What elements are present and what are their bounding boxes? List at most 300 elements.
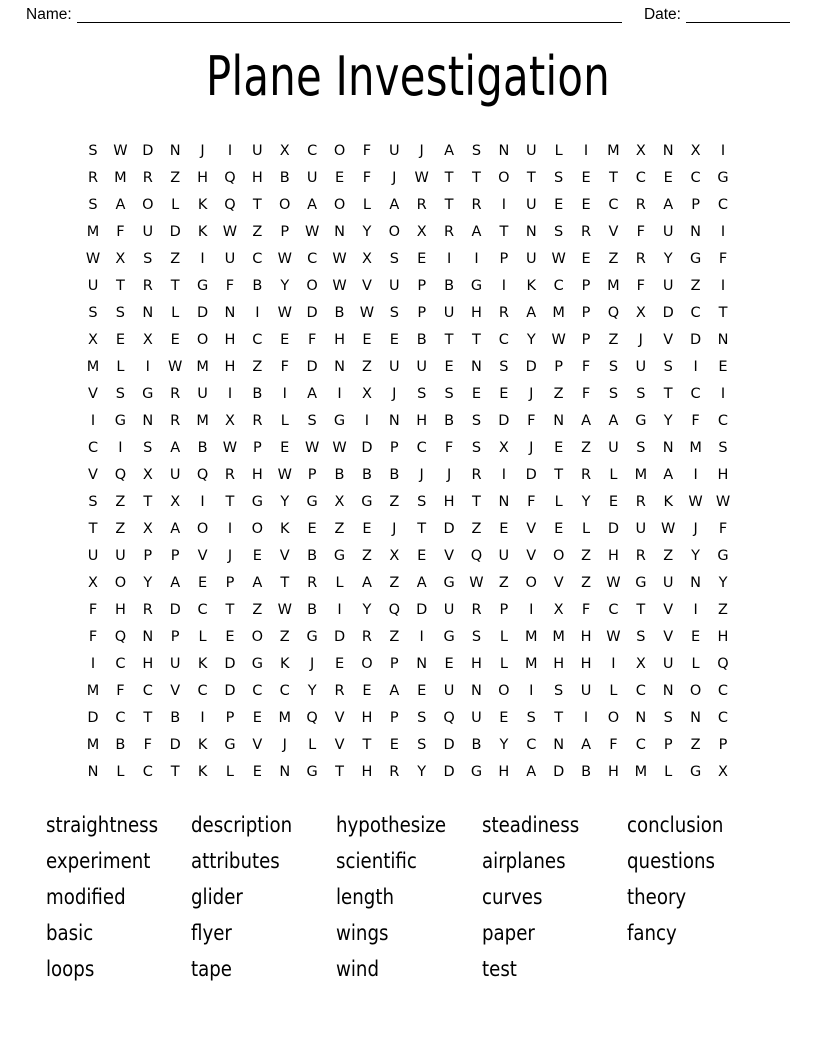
grid-letter[interactable]: I (419, 629, 424, 645)
word-list-item[interactable]: experiment (46, 849, 151, 874)
grid-letter[interactable]: D (416, 602, 428, 618)
word-list-item[interactable]: wind (336, 957, 380, 982)
grid-letter[interactable]: E (252, 764, 262, 780)
grid-letter[interactable]: V (88, 386, 98, 402)
grid-letter[interactable]: U (662, 278, 674, 294)
grid-letter[interactable]: O (114, 575, 127, 591)
grid-letter[interactable]: X (553, 602, 564, 618)
grid-letter[interactable]: W (277, 467, 292, 483)
grid-letter[interactable]: P (499, 251, 509, 267)
grid-letter[interactable]: G (361, 494, 373, 510)
grid-letter[interactable]: E (417, 548, 427, 564)
grid-letter[interactable]: Z (389, 629, 400, 645)
grid-letter[interactable]: F (362, 143, 372, 159)
grid-letter[interactable]: M (634, 467, 648, 483)
grid-letter[interactable]: D (224, 656, 236, 672)
grid-letter[interactable]: T (115, 278, 125, 294)
grid-letter[interactable]: S (608, 386, 619, 402)
grid-letter[interactable]: F (691, 413, 700, 429)
word-list-item[interactable]: steadiness (481, 813, 579, 838)
grid-letter[interactable]: G (689, 251, 702, 267)
grid-letter[interactable]: P (170, 548, 180, 564)
grid-letter[interactable]: E (389, 737, 399, 753)
grid-letter[interactable]: L (664, 764, 673, 780)
grid-letter[interactable]: I (255, 305, 260, 321)
grid-letter[interactable]: L (171, 305, 180, 321)
grid-letter[interactable]: R (170, 413, 181, 429)
grid-letter[interactable]: Z (279, 629, 290, 645)
grid-letter[interactable]: E (334, 170, 345, 186)
word-list-item[interactable]: loops (46, 957, 95, 982)
grid-letter[interactable]: O (333, 197, 346, 213)
grid-letter[interactable]: X (690, 143, 701, 159)
grid-letter[interactable]: L (280, 413, 289, 429)
grid-letter[interactable]: R (142, 602, 153, 618)
grid-letter[interactable]: A (307, 197, 318, 213)
grid-letter[interactable]: G (635, 575, 647, 591)
grid-letter[interactable]: J (419, 467, 424, 483)
grid-letter[interactable]: W (606, 629, 621, 645)
grid-letter[interactable]: N (662, 440, 674, 456)
grid-letter[interactable]: G (306, 629, 318, 645)
grid-letter[interactable]: Q (470, 548, 483, 564)
grid-letter[interactable]: O (388, 224, 401, 240)
grid-letter[interactable]: J (693, 521, 698, 537)
grid-letter[interactable]: R (635, 251, 646, 267)
grid-letter[interactable]: Q (306, 710, 318, 726)
grid-letter[interactable]: L (335, 575, 344, 591)
grid-letter[interactable]: B (444, 278, 455, 294)
grid-letter[interactable]: R (142, 278, 153, 294)
grid-letter[interactable]: F (116, 224, 125, 240)
grid-letter[interactable]: T (472, 170, 481, 186)
word-list-item[interactable]: modified (46, 885, 126, 910)
grid-letter[interactable]: C (690, 386, 701, 402)
grid-letter[interactable]: W (359, 305, 375, 321)
grid-letter[interactable]: X (224, 413, 235, 429)
grid-letter[interactable]: G (306, 764, 318, 780)
grid-letter[interactable]: U (525, 251, 537, 267)
grid-letter[interactable]: C (635, 170, 646, 186)
grid-letter[interactable]: W (715, 494, 731, 510)
grid-letter[interactable]: V (526, 548, 537, 564)
grid-letter[interactable]: U (388, 359, 400, 375)
grid-letter[interactable]: Y (663, 251, 673, 267)
grid-letter[interactable]: D (361, 440, 373, 456)
grid-letter[interactable]: R (142, 170, 153, 186)
grid-letter[interactable]: E (417, 683, 427, 699)
grid-letter[interactable]: S (444, 386, 454, 402)
grid-letter[interactable]: U (662, 656, 674, 672)
grid-letter[interactable]: N (498, 494, 510, 510)
grid-letter[interactable]: H (224, 332, 236, 348)
grid-letter[interactable]: G (470, 278, 483, 294)
grid-letter[interactable]: F (527, 413, 536, 429)
grid-letter[interactable]: A (170, 521, 181, 537)
grid-letter[interactable]: K (197, 764, 208, 780)
word-list-item[interactable]: airplanes (481, 849, 566, 874)
grid-letter[interactable]: O (498, 170, 510, 186)
grid-letter[interactable]: R (471, 197, 482, 213)
grid-letter[interactable]: M (525, 629, 538, 645)
grid-letter[interactable]: U (525, 143, 537, 159)
grid-letter[interactable]: E (554, 440, 564, 456)
grid-letter[interactable]: F (718, 251, 728, 267)
grid-letter[interactable]: I (529, 602, 534, 618)
grid-letter[interactable]: G (251, 656, 263, 672)
grid-letter[interactable]: V (252, 737, 263, 753)
grid-letter[interactable]: V (663, 332, 674, 348)
grid-letter[interactable]: Y (499, 737, 509, 753)
grid-letter[interactable]: U (306, 170, 318, 186)
grid-letter[interactable]: B (115, 737, 126, 753)
grid-letter[interactable]: Q (224, 197, 236, 213)
grid-letter[interactable]: U (443, 602, 455, 618)
grid-letter[interactable]: F (225, 278, 235, 294)
grid-letter[interactable]: G (224, 737, 236, 753)
grid-letter[interactable]: I (227, 143, 233, 159)
grid-letter[interactable]: B (197, 440, 208, 456)
grid-letter[interactable]: P (663, 737, 673, 753)
grid-letter[interactable]: O (196, 332, 209, 348)
grid-letter[interactable]: Y (417, 764, 427, 780)
grid-letter[interactable]: L (308, 737, 317, 753)
grid-letter[interactable]: C (115, 710, 126, 726)
grid-letter[interactable]: E (362, 521, 372, 537)
grid-letter[interactable]: C (608, 602, 619, 618)
grid-letter[interactable]: K (197, 737, 208, 753)
grid-letter[interactable]: O (333, 143, 346, 159)
word-list-item[interactable]: fancy (626, 921, 677, 946)
grid-letter[interactable]: S (417, 494, 427, 510)
grid-letter[interactable]: N (690, 710, 702, 726)
grid-letter[interactable]: P (499, 602, 509, 618)
grid-letter[interactable]: U (252, 143, 263, 159)
grid-letter[interactable]: C (526, 737, 537, 753)
grid-letter[interactable]: I (720, 224, 726, 240)
grid-letter[interactable]: O (251, 521, 264, 537)
grid-letter[interactable]: P (581, 305, 591, 321)
grid-letter[interactable]: X (635, 143, 646, 159)
word-list-item[interactable]: flyer (191, 921, 233, 946)
grid-letter[interactable]: H (334, 332, 345, 348)
grid-letter[interactable]: K (663, 494, 673, 510)
grid-letter[interactable]: V (88, 467, 98, 483)
grid-letter[interactable]: T (472, 494, 481, 510)
grid-letter[interactable]: C (553, 278, 564, 294)
grid-letter[interactable]: V (553, 575, 564, 591)
grid-letter[interactable]: G (443, 575, 455, 591)
grid-letter[interactable]: X (88, 332, 98, 348)
grid-letter[interactable]: H (471, 305, 482, 321)
grid-letter[interactable]: C (498, 332, 509, 348)
grid-letter[interactable]: S (417, 710, 427, 726)
grid-letter[interactable]: X (279, 143, 290, 159)
grid-letter[interactable]: E (663, 170, 673, 186)
grid-letter[interactable]: G (333, 413, 346, 429)
grid-letter[interactable]: A (663, 467, 674, 483)
grid-letter[interactable]: N (142, 413, 154, 429)
grid-letter[interactable]: S (526, 710, 536, 726)
grid-letter[interactable]: C (416, 440, 427, 456)
grid-letter[interactable]: G (689, 764, 702, 780)
grid-letter[interactable]: S (718, 440, 728, 456)
grid-letter[interactable]: T (225, 494, 235, 510)
grid-letter[interactable]: Z (608, 332, 619, 348)
grid-letter[interactable]: Y (691, 548, 701, 564)
grid-letter[interactable]: M (634, 764, 648, 780)
grid-letter[interactable]: A (526, 764, 537, 780)
grid-letter[interactable]: Y (526, 332, 536, 348)
grid-letter[interactable]: V (608, 224, 619, 240)
grid-letter[interactable]: N (471, 359, 482, 375)
grid-letter[interactable]: U (416, 359, 427, 375)
grid-letter[interactable]: Z (608, 251, 619, 267)
grid-letter[interactable]: P (389, 656, 399, 672)
grid-letter[interactable]: E (389, 332, 399, 348)
grid-letter[interactable]: T (554, 467, 564, 483)
grid-letter[interactable]: D (443, 521, 455, 537)
grid-letter[interactable]: J (638, 332, 643, 348)
grid-letter[interactable]: P (389, 710, 399, 726)
word-list-item[interactable]: attributes (191, 849, 280, 874)
grid-letter[interactable]: U (662, 575, 674, 591)
grid-letter[interactable]: R (87, 170, 99, 186)
grid-letter[interactable]: S (389, 251, 399, 267)
grid-letter[interactable]: E (581, 197, 591, 213)
grid-letter[interactable]: W (469, 575, 484, 591)
date-input-line[interactable] (686, 8, 790, 23)
grid-letter[interactable]: Q (114, 467, 127, 483)
grid-letter[interactable]: J (392, 170, 397, 186)
grid-letter[interactable]: H (251, 467, 263, 483)
grid-letter[interactable]: G (717, 170, 729, 186)
grid-letter[interactable]: B (334, 305, 345, 321)
grid-letter[interactable]: A (608, 413, 619, 429)
grid-letter[interactable]: W (168, 359, 183, 375)
grid-letter[interactable]: S (554, 224, 564, 240)
grid-letter[interactable]: Y (143, 575, 153, 591)
grid-letter[interactable]: O (279, 197, 291, 213)
grid-letter[interactable]: X (142, 467, 153, 483)
grid-letter[interactable]: Z (252, 224, 263, 240)
grid-letter[interactable]: N (416, 656, 428, 672)
grid-letter[interactable]: K (197, 197, 208, 213)
grid-letter[interactable]: A (526, 305, 537, 321)
grid-letter[interactable]: I (720, 386, 726, 402)
grid-letter[interactable]: J (529, 386, 534, 402)
grid-letter[interactable]: X (334, 494, 345, 510)
grid-letter[interactable]: S (88, 305, 98, 321)
grid-letter[interactable]: X (142, 521, 153, 537)
grid-letter[interactable]: G (333, 548, 346, 564)
grid-letter[interactable]: T (143, 710, 153, 726)
grid-letter[interactable]: T (143, 494, 153, 510)
grid-letter[interactable]: Y (362, 602, 372, 618)
grid-letter[interactable]: X (142, 332, 153, 348)
grid-letter[interactable]: F (362, 170, 372, 186)
grid-letter[interactable]: A (307, 386, 318, 402)
grid-letter[interactable]: X (635, 305, 646, 321)
grid-letter[interactable]: S (554, 170, 564, 186)
grid-letter[interactable]: D (443, 764, 455, 780)
grid-letter[interactable]: J (529, 440, 534, 456)
grid-letter[interactable]: P (143, 548, 153, 564)
grid-letter[interactable]: M (689, 440, 702, 456)
grid-letter[interactable]: G (306, 494, 318, 510)
grid-letter[interactable]: I (474, 251, 479, 267)
grid-letter[interactable]: Z (581, 440, 591, 456)
grid-letter[interactable]: N (142, 305, 154, 321)
grid-letter[interactable]: S (663, 359, 673, 375)
grid-letter[interactable]: E (170, 332, 180, 348)
grid-letter[interactable]: L (225, 764, 234, 780)
grid-letter[interactable]: S (554, 683, 564, 699)
grid-letter[interactable]: Z (170, 251, 181, 267)
grid-letter[interactable]: Z (690, 737, 701, 753)
grid-letter[interactable]: E (197, 575, 208, 591)
grid-letter[interactable]: C (717, 197, 729, 213)
grid-letter[interactable]: S (471, 413, 482, 429)
grid-letter[interactable]: M (114, 170, 127, 186)
grid-letter[interactable]: D (306, 305, 318, 321)
word-list-item[interactable]: questions (626, 849, 715, 874)
grid-letter[interactable]: V (170, 683, 181, 699)
grid-letter[interactable]: D (196, 305, 209, 321)
grid-letter[interactable]: G (717, 548, 729, 564)
grid-letter[interactable]: E (362, 683, 372, 699)
grid-letter[interactable]: H (251, 170, 263, 186)
grid-letter[interactable]: V (663, 602, 674, 618)
grid-letter[interactable]: D (553, 764, 565, 780)
grid-letter[interactable]: Q (717, 656, 729, 672)
grid-letter[interactable]: Z (252, 602, 263, 618)
grid-letter[interactable]: J (419, 143, 424, 159)
grid-letter[interactable]: L (691, 656, 700, 672)
grid-letter[interactable]: H (717, 629, 729, 645)
grid-letter[interactable]: Y (280, 278, 290, 294)
grid-letter[interactable]: X (718, 764, 728, 780)
grid-letter[interactable]: I (720, 143, 726, 159)
grid-letter[interactable]: S (608, 359, 619, 375)
grid-letter[interactable]: E (307, 521, 317, 537)
grid-letter[interactable]: Z (115, 521, 126, 537)
grid-letter[interactable]: W (332, 251, 347, 267)
grid-letter[interactable]: U (608, 440, 619, 456)
grid-letter[interactable]: C (279, 683, 290, 699)
grid-letter[interactable]: A (115, 197, 126, 213)
grid-letter[interactable]: W (85, 251, 101, 267)
grid-letter[interactable]: N (553, 737, 565, 753)
grid-letter[interactable]: Z (252, 359, 263, 375)
grid-letter[interactable]: U (471, 710, 482, 726)
grid-letter[interactable]: E (581, 170, 591, 186)
grid-letter[interactable]: T (417, 521, 427, 537)
grid-letter[interactable]: E (225, 629, 235, 645)
grid-letter[interactable]: J (227, 548, 233, 564)
grid-letter[interactable]: W (304, 224, 320, 240)
grid-letter[interactable]: R (581, 467, 592, 483)
grid-letter[interactable]: N (662, 683, 674, 699)
grid-letter[interactable]: Y (307, 683, 317, 699)
grid-letter[interactable]: C (142, 764, 153, 780)
grid-letter[interactable]: F (636, 278, 645, 294)
grid-letter[interactable]: T (362, 737, 372, 753)
grid-letter[interactable]: T (444, 332, 454, 348)
grid-letter[interactable]: J (200, 143, 205, 159)
grid-letter[interactable]: S (307, 413, 317, 429)
word-list-item[interactable]: paper (481, 921, 535, 946)
grid-letter[interactable]: V (334, 737, 345, 753)
grid-letter[interactable]: E (444, 656, 454, 672)
grid-letter[interactable]: U (169, 656, 181, 672)
grid-letter[interactable]: V (334, 710, 345, 726)
grid-letter[interactable]: W (551, 332, 566, 348)
grid-letter[interactable]: U (115, 548, 126, 564)
grid-letter[interactable]: C (717, 413, 729, 429)
grid-letter[interactable]: B (252, 278, 263, 294)
word-list-item[interactable]: basic (46, 921, 94, 946)
grid-letter[interactable]: Z (115, 494, 126, 510)
grid-letter[interactable]: S (88, 197, 98, 213)
grid-letter[interactable]: U (443, 305, 455, 321)
grid-letter[interactable]: M (525, 656, 538, 672)
grid-letter[interactable]: V (663, 629, 674, 645)
grid-letter[interactable]: T (88, 521, 98, 537)
grid-letter[interactable]: T (444, 170, 454, 186)
word-list-item[interactable]: tape (191, 957, 233, 982)
grid-letter[interactable]: W (332, 440, 347, 456)
grid-letter[interactable]: N (142, 629, 154, 645)
grid-letter[interactable]: D (306, 359, 318, 375)
grid-letter[interactable]: Z (718, 602, 728, 618)
grid-letter[interactable]: R (444, 224, 455, 240)
grid-letter[interactable]: U (142, 224, 154, 240)
grid-letter[interactable]: I (282, 386, 287, 402)
grid-letter[interactable]: I (529, 683, 534, 699)
grid-letter[interactable]: E (362, 332, 372, 348)
grid-letter[interactable]: E (280, 440, 290, 456)
grid-letter[interactable]: L (499, 656, 508, 672)
grid-letter[interactable]: R (224, 467, 235, 483)
grid-letter[interactable]: D (142, 143, 154, 159)
name-input-line[interactable] (77, 8, 622, 23)
grid-letter[interactable]: K (279, 521, 290, 537)
grid-letter[interactable]: B (170, 710, 181, 726)
grid-letter[interactable]: Q (224, 170, 236, 186)
grid-letter[interactable]: W (332, 278, 347, 294)
grid-letter[interactable]: V (361, 278, 372, 294)
grid-letter[interactable]: H (361, 710, 373, 726)
grid-letter[interactable]: C (197, 683, 208, 699)
grid-letter[interactable]: P (389, 440, 399, 456)
grid-letter[interactable]: M (196, 413, 209, 429)
grid-letter[interactable]: S (471, 629, 482, 645)
grid-letter[interactable]: D (607, 521, 620, 537)
grid-letter[interactable]: I (501, 278, 506, 294)
word-list-item[interactable]: scientific (336, 849, 418, 874)
grid-letter[interactable]: Z (389, 575, 400, 591)
grid-letter[interactable]: T (170, 278, 180, 294)
grid-letter[interactable]: L (116, 764, 125, 780)
grid-letter[interactable]: F (581, 386, 591, 402)
grid-letter[interactable]: W (277, 602, 292, 618)
grid-letter[interactable]: U (498, 548, 510, 564)
grid-letter[interactable]: P (170, 629, 180, 645)
grid-letter[interactable]: F (116, 683, 125, 699)
word-list-item[interactable]: length (336, 885, 395, 910)
grid-letter[interactable]: T (335, 764, 344, 780)
